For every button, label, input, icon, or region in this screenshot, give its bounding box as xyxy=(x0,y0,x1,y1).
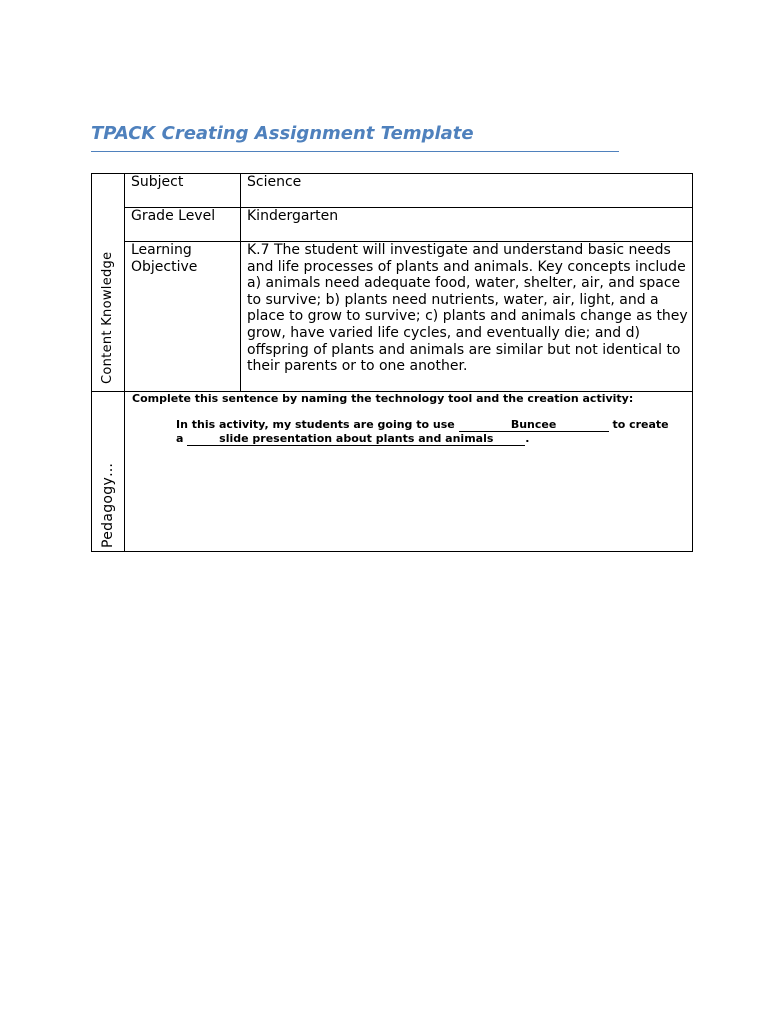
objective-label-cell xyxy=(125,242,241,392)
pedagogy-side-cell xyxy=(92,392,125,552)
pedagogy-sentence xyxy=(176,418,686,446)
grade-value-cell xyxy=(241,208,693,242)
objective-label: Learning Objective xyxy=(131,242,198,275)
table-row-pedagogy xyxy=(92,392,693,552)
grade-value: Kindergarten xyxy=(247,208,339,224)
sentence-article: a xyxy=(176,432,184,445)
subject-label-cell xyxy=(125,174,241,208)
objective-value-cell xyxy=(241,242,693,392)
pedagogy-label-ellipsis: … xyxy=(100,462,116,477)
page-title: TPACK Creating Assignment Template xyxy=(91,123,474,144)
grade-label-cell xyxy=(125,208,241,242)
pedagogy-label-text: Pedagogy xyxy=(100,476,116,548)
content-knowledge-label: Content Knowledge xyxy=(100,251,115,384)
grade-label: Grade Level xyxy=(131,208,216,224)
subject-value: Science xyxy=(247,174,302,190)
subject-value-cell xyxy=(241,174,693,208)
sentence-end: . xyxy=(525,432,530,445)
objective-value: K.7 The student will investigate and understand basic needs and life processes of plants and animals. Key concepts include a) animals need adequate food, water, shelter, air, and space to survive; b) plants need nutrients, water, air, light, and a place to grow to survive; c) plants and animals change as they grow, have varied life cycles, and eventually die; and d) offspring of plants and animals are similar but not identical to their parents or to one another. xyxy=(247,242,688,375)
technology-tool-blank: Buncee xyxy=(459,419,609,432)
subject-label: Subject xyxy=(131,174,184,190)
title-underline xyxy=(91,151,619,152)
creation-activity-blank: slide presentation about plants and animals xyxy=(187,433,525,446)
table-row-grade xyxy=(92,208,693,242)
pedagogy-content-cell xyxy=(125,392,693,552)
sentence-middle: to create xyxy=(612,418,669,431)
tpack-table xyxy=(91,173,693,552)
sentence-start: In this activity, my students are going to use xyxy=(176,418,455,431)
pedagogy-prompt: Complete this sentence by naming the technology tool and the creation activity: xyxy=(132,392,634,405)
content-knowledge-side-cell xyxy=(92,174,125,392)
pedagogy-label xyxy=(100,463,116,548)
table-row-objective xyxy=(92,242,693,392)
table-row-subject xyxy=(92,174,693,208)
